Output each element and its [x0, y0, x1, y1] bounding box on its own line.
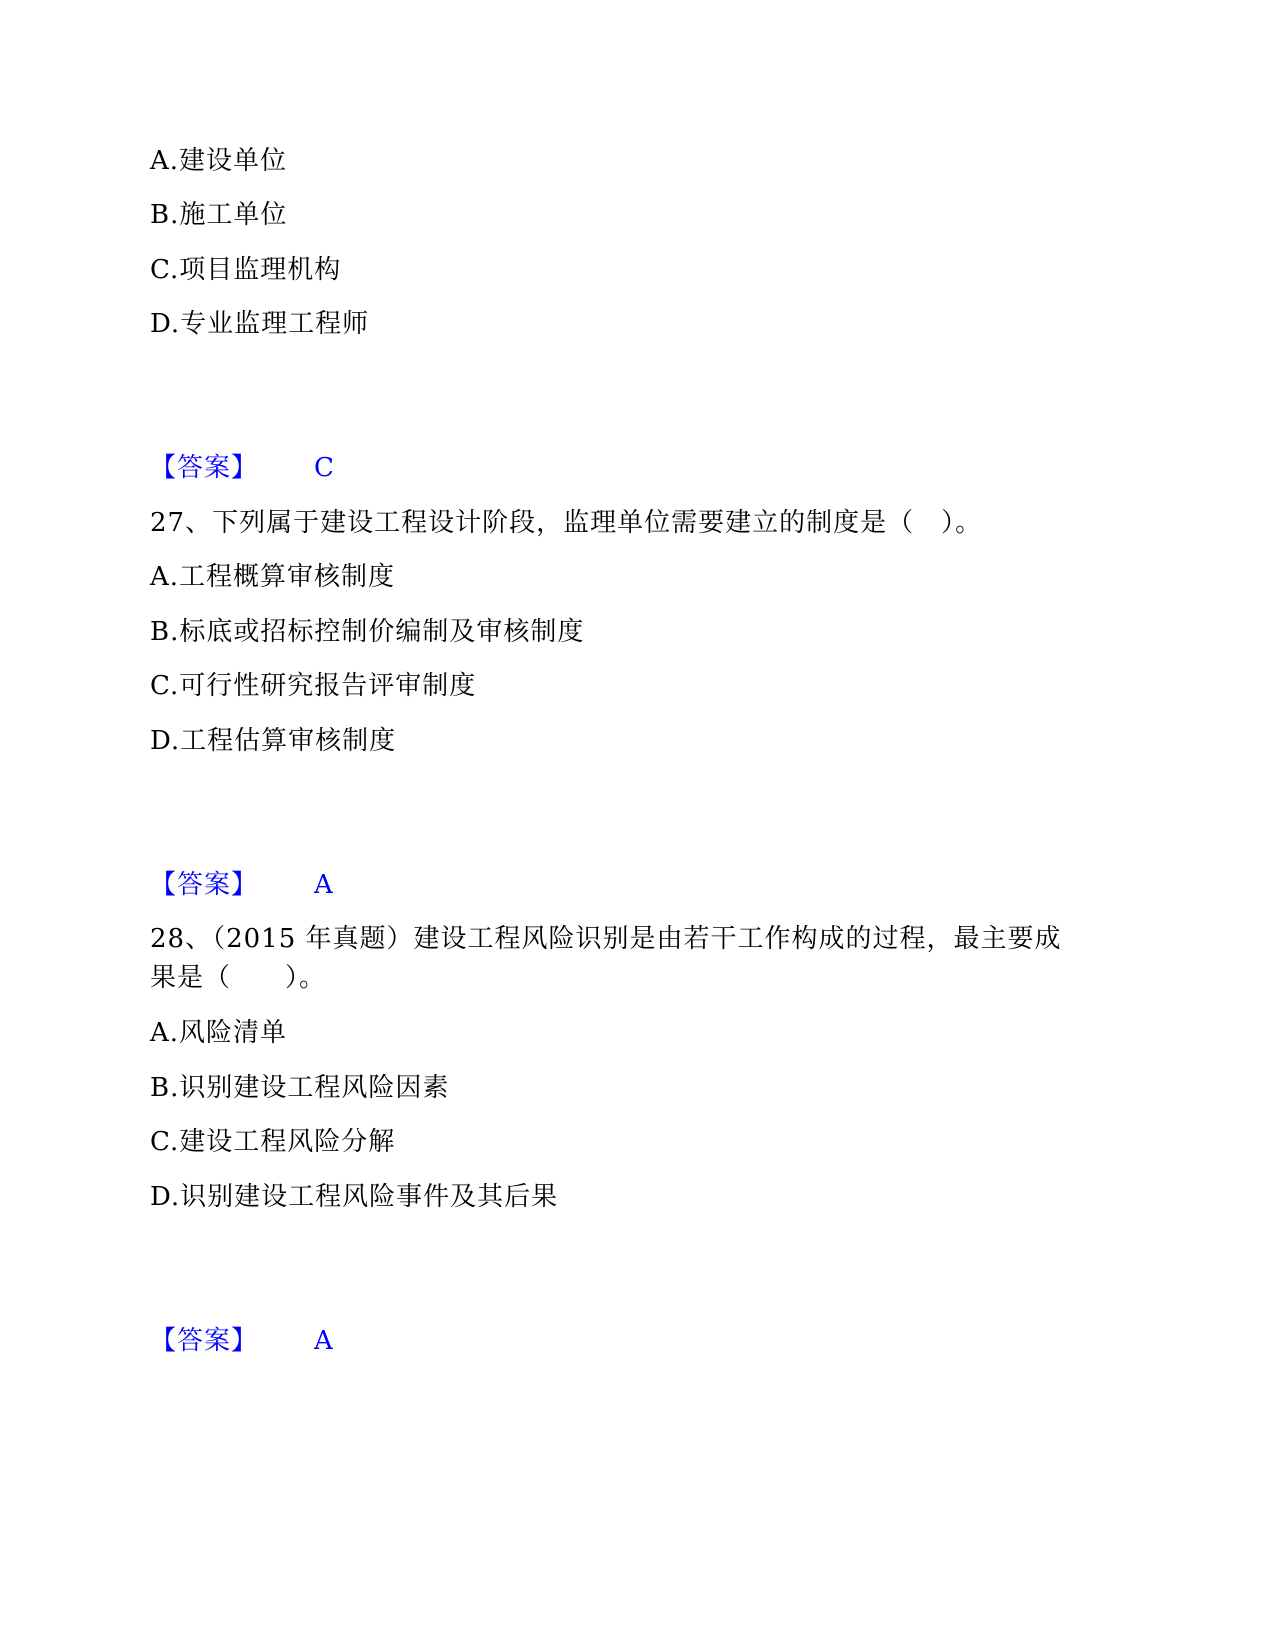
q28-stem-line2: 果是（ ）。 — [150, 963, 327, 993]
answer-value: A — [314, 870, 333, 900]
q28-option-d: D.识别建设工程风险事件及其后果 — [150, 1182, 559, 1212]
q26-option-b: B.施工单位 — [150, 200, 288, 230]
answer-label: 【答案】 — [150, 870, 259, 900]
q26-answer — [150, 453, 334, 483]
q28-option-b: B.识别建设工程风险因素 — [150, 1073, 450, 1103]
q27-option-d: D.工程估算审核制度 — [150, 726, 397, 756]
q28-answer — [150, 1326, 333, 1356]
q27-option-c: C.可行性研究报告评审制度 — [150, 671, 477, 701]
answer-value: A — [314, 1326, 333, 1356]
q26-option-d: D.专业监理工程师 — [150, 309, 370, 339]
answer-value: C — [314, 453, 334, 483]
q27-option-b: B.标底或招标控制价编制及审核制度 — [150, 617, 585, 647]
q27-option-a: A.工程概算审核制度 — [150, 562, 396, 592]
q26-option-c: C.项目监理机构 — [150, 255, 342, 285]
q27-answer — [150, 870, 333, 900]
q28-stem-line1: 28、（2015 年真题）建设工程风险识别是由若干工作构成的过程，最主要成 — [150, 924, 1062, 954]
q28-option-c: C.建设工程风险分解 — [150, 1127, 396, 1157]
q28-option-a: A.风险清单 — [150, 1018, 288, 1048]
q27-stem: 27、下列属于建设工程设计阶段，监理单位需要建立的制度是（ ）。 — [150, 508, 983, 538]
q26-option-a: A.建设单位 — [150, 146, 288, 176]
answer-label: 【答案】 — [150, 453, 259, 483]
answer-label: 【答案】 — [150, 1326, 259, 1356]
